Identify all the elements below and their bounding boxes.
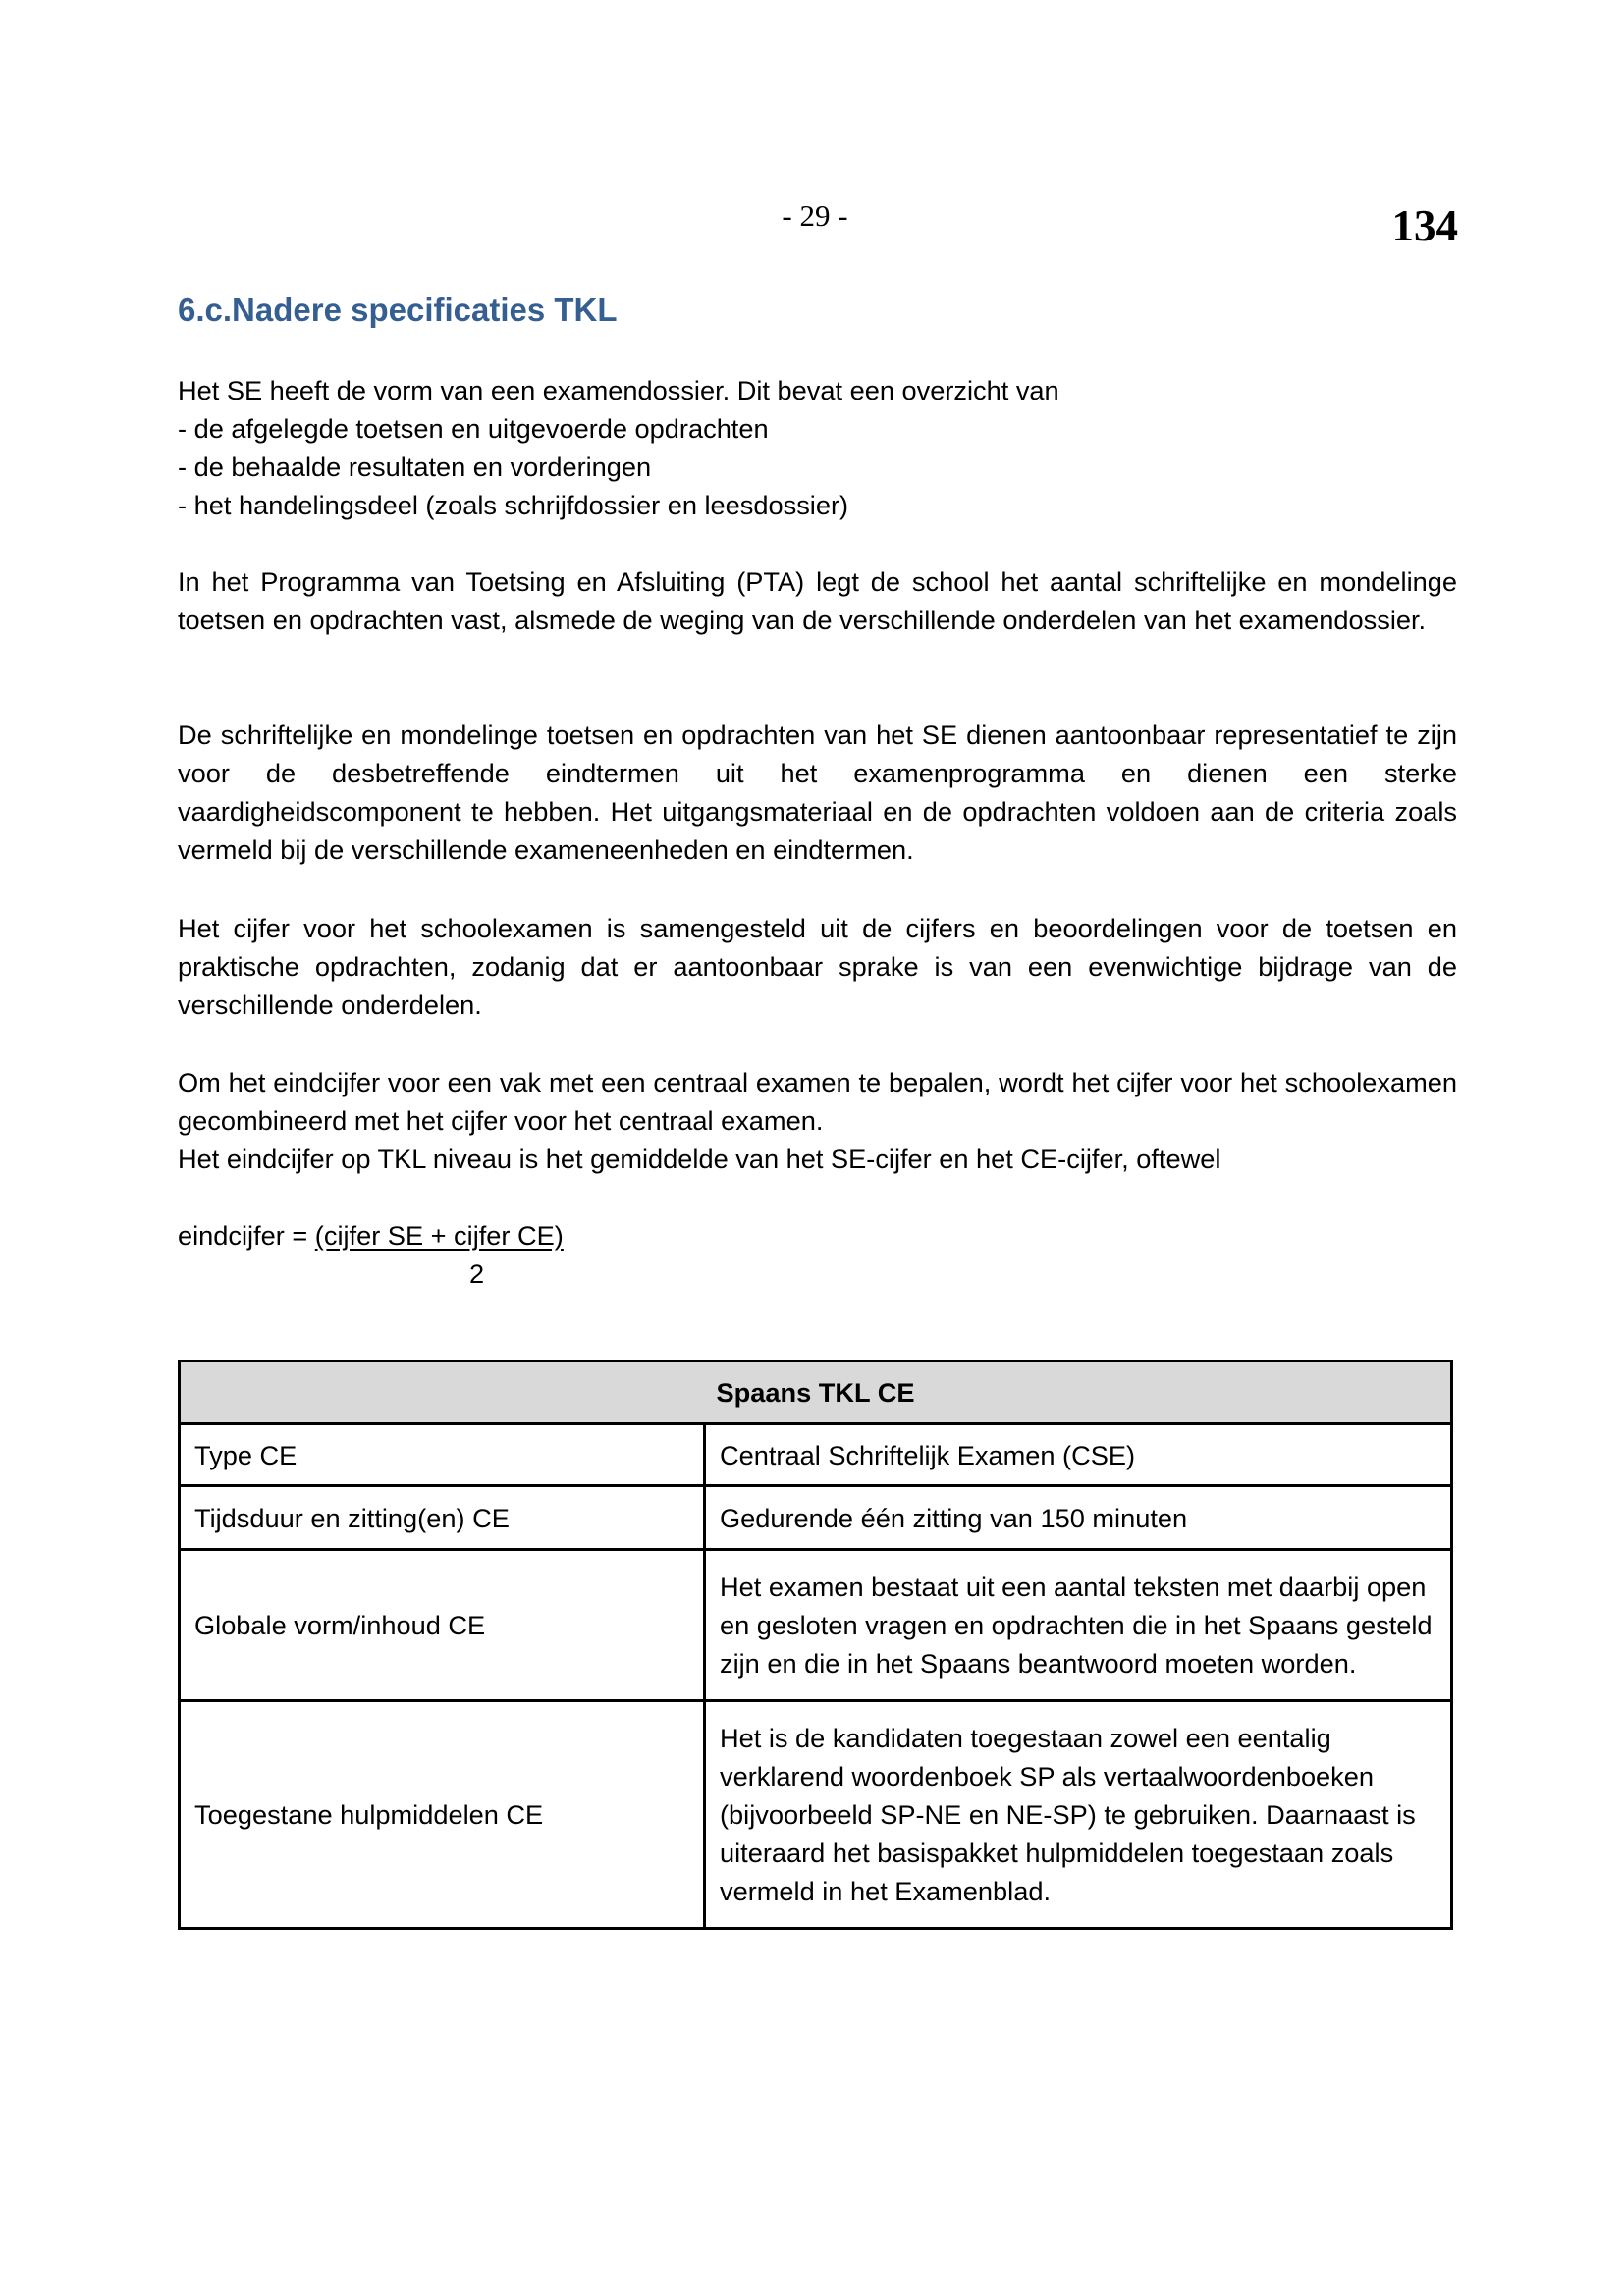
row-label: Type CE (180, 1424, 705, 1486)
paragraph-text: De schriftelijke en mondelinge toetsen en opdrachten van het SE dienen aantoonbaar representatief te zijn voor de desbetreffende eindtermen uit het examenprogramma en dienen een sterke vaardigheidscomponent te hebben. Het uitgangsmateriaal en de opdrachten voldoen aan de criteria zoals vermeld bij de verschillende exameneenheden en eindtermen. (178, 720, 1457, 865)
document-number: 134 (1391, 201, 1458, 250)
row-value: Het examen bestaat uit een aantal teksten met daarbij open en gesloten vragen en opdrachten die in het Spaans gesteld zijn en die in het Spaans beantwoord moeten worden. (705, 1550, 1452, 1701)
row-value: Centraal Schriftelijk Examen (CSE) (705, 1424, 1452, 1486)
row-value: Gedurende één zitting van 150 minuten (705, 1486, 1452, 1550)
paragraph-text: Het eindcijfer op TKL niveau is het gemiddelde van het SE-cijfer en het CE-cijfer, oftewel (178, 1144, 1221, 1174)
paragraph-text: In het Programma van Toetsing en Afsluiting (PTA) legt de school het aantal schriftelijke en mondelinge toetsen en opdrachten vast, alsmede de weging van de verschillende onderdelen van het examendossier. (178, 566, 1457, 635)
section-heading: 6.c.Nadere specificaties TKL (178, 292, 618, 328)
paragraph-schoolexamen-cijfer (178, 909, 1457, 1024)
row-label: Toegestane hulpmiddelen CE (180, 1701, 705, 1929)
row-value: Het is de kandidaten toegestaan zowel een eentalig verklarend woordenboek SP als vertaalwoordenboeken (bijvoorbeeld SP-NE en NE-SP) te gebruiken. Daarnaast is uiteraard het basispakket hulpmiddelen toegestaan zoals vermeld in het Examenblad. (705, 1701, 1452, 1929)
eindcijfer-formula (178, 1216, 564, 1255)
page-label: - 29 - (782, 198, 848, 233)
list-item: - de behaalde resultaten en vorderingen (178, 452, 652, 482)
list-item: - het handelingsdeel (zoals schrijfdossier en leesdossier) (178, 490, 849, 520)
paragraph-line: Het SE heeft de vorm van een examendossier. Dit bevat een overzicht van (178, 375, 1059, 405)
paragraph-representatief (178, 716, 1457, 869)
paragraph-eindcijfer (178, 1063, 1457, 1178)
formula-lhs: eindcijfer = (178, 1220, 315, 1251)
row-label: Tijdsduur en zitting(en) CE (180, 1486, 705, 1550)
spaans-tkl-ce-table (178, 1360, 1453, 1930)
table-row (180, 1424, 1452, 1486)
list-item: - de afgelegde toetsen en uitgevoerde opdrachten (178, 413, 769, 444)
formula-denominator: 2 (469, 1258, 485, 1289)
table-row (180, 1701, 1452, 1929)
table-title: Spaans TKL CE (180, 1362, 1452, 1424)
paragraph-examendossier (178, 371, 1457, 524)
table-row (180, 1486, 1452, 1550)
formula-numerator: (cijfer SE + cijfer CE) (314, 1220, 564, 1251)
paragraph-pta (178, 562, 1457, 639)
paragraph-text: Om het eindcijfer voor een vak met een centraal examen te bepalen, wordt het cijfer voor het schoolexamen gecombineerd met het cijfer voor het centraal examen. (178, 1067, 1457, 1136)
row-label: Globale vorm/inhoud CE (180, 1550, 705, 1701)
table-row (180, 1550, 1452, 1701)
paragraph-text: Het cijfer voor het schoolexamen is samengesteld uit de cijfers en beoordelingen voor de toetsen en praktische opdrachten, zodanig dat er aantoonbaar sprake is van een evenwichtige bijdrage van de verschillende onderdelen. (178, 913, 1457, 1020)
